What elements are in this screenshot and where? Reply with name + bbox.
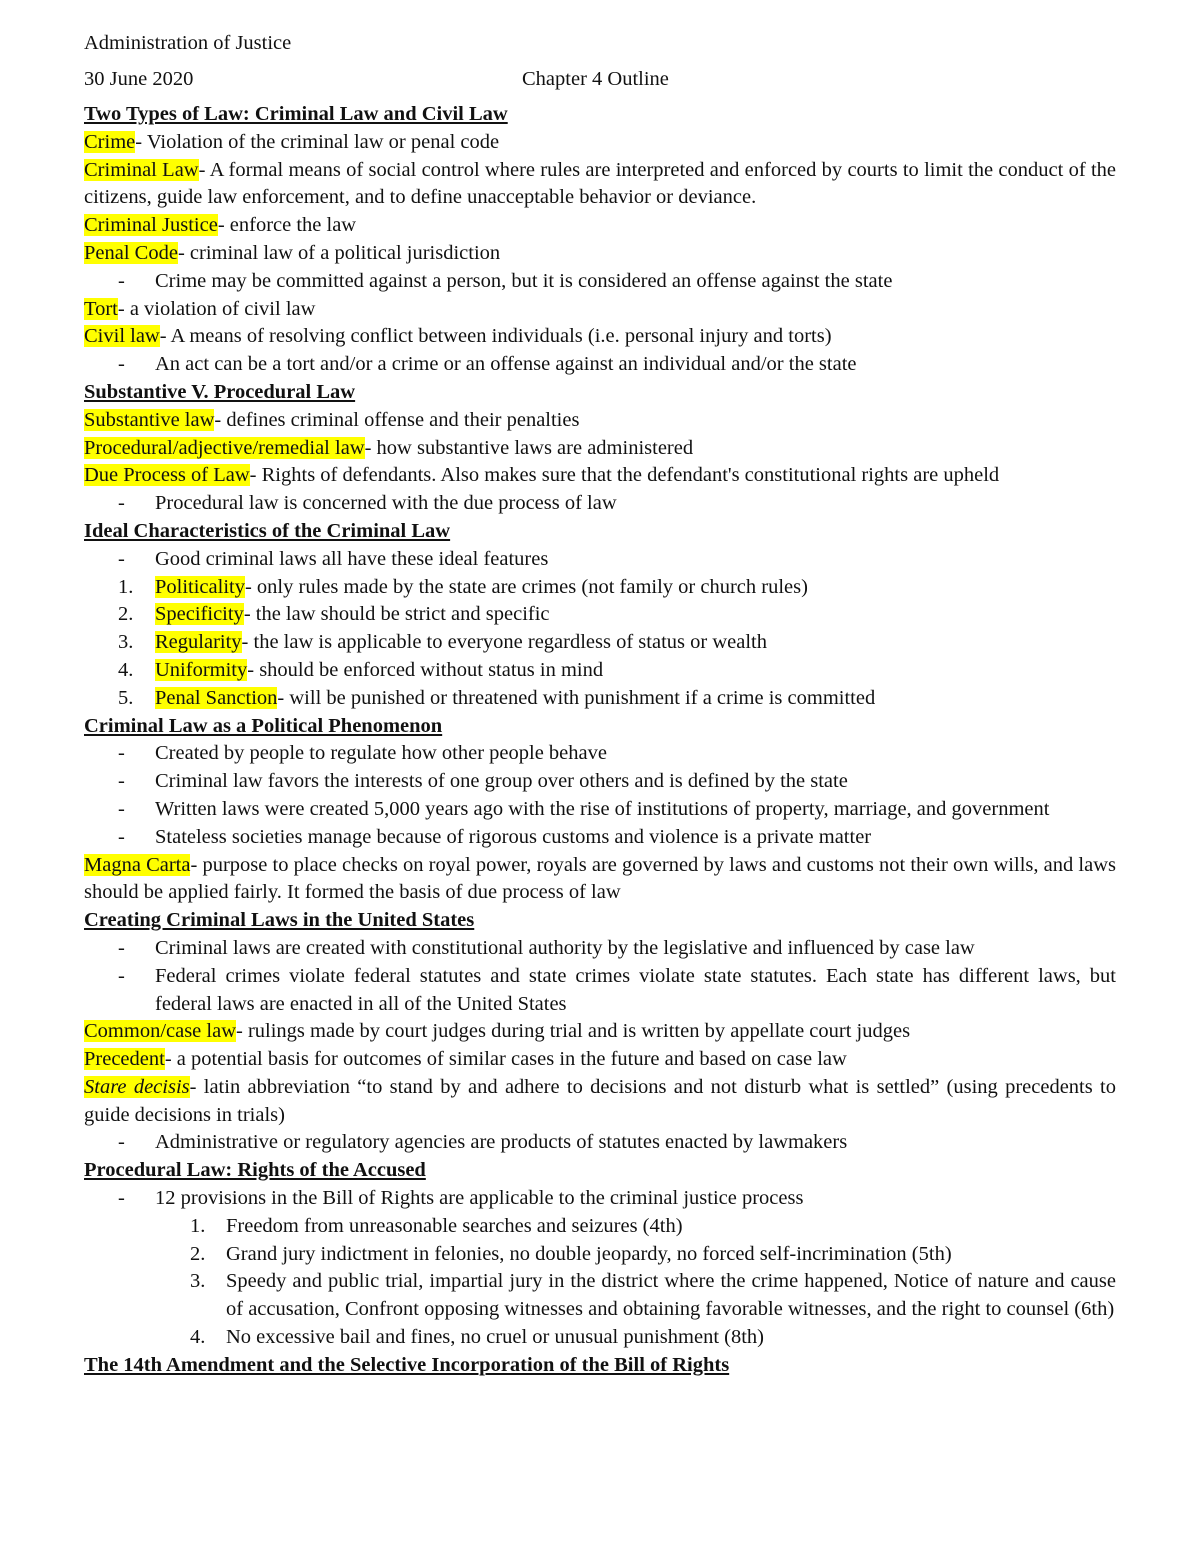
definition-substantive-law: [84, 407, 1116, 435]
section-heading: Criminal Law as a Political Phenomenon: [84, 714, 443, 737]
definition-precedent: [84, 1046, 1116, 1074]
course-title: Administration of Justice: [84, 32, 292, 54]
section-heading: The 14th Amendment and the Selective Incorporation of the Bill of Rights: [84, 1353, 730, 1376]
numbered-item: 1. Politicality- only rules made by the state are crimes (not family or church rules): [84, 574, 1116, 602]
bullet-marker: -: [118, 353, 125, 376]
term: Penal Code: [84, 241, 178, 264]
definition-magna-carta: [84, 852, 1116, 908]
item-number: 3.: [190, 1270, 206, 1293]
definition-due-process: [84, 462, 1116, 490]
definition: - purpose to place checks on royal power, royals are governed by laws and customs not their own wills, and laws should be applied fairly. It formed the basis of due process of law: [84, 853, 1116, 904]
numbered-item: 3. Speedy and public trial, impartial jury in the district where the crime happened, Notice of nature and cause of accusation, Confront opposing witnesses and obtaining favorable witnesses, and the right to counsel (6th): [190, 1270, 1116, 1321]
item-number: 2.: [118, 603, 134, 626]
definition-procedural-law: [84, 435, 1116, 463]
definition: - criminal law of a political jurisdiction: [177, 241, 501, 264]
term: Magna Carta: [84, 853, 191, 876]
term: Civil law: [84, 325, 160, 348]
bullet-marker: -: [118, 1131, 125, 1154]
list-item: - Good criminal laws all have these ideal features: [84, 546, 1116, 574]
numbered-item: 1. Freedom from unreasonable searches and seizures (4th): [84, 1213, 1116, 1241]
bullet-marker: -: [118, 547, 125, 570]
bullet-marker: -: [118, 964, 125, 987]
item-number: 3.: [118, 631, 134, 654]
item-number: 4.: [190, 1326, 206, 1349]
bullet-marker: -: [118, 1187, 125, 1210]
list-item: - 12 provisions in the Bill of Rights are applicable to the criminal justice process: [84, 1185, 1116, 1213]
definition: - a violation of civil law: [117, 297, 316, 320]
term: Regularity: [155, 631, 242, 654]
bullet-marker: -: [118, 742, 125, 765]
definition: - A formal means of social control where rules are interpreted and enforced by courts to limit the conduct of the citizens, guide law enforcement, and to define unacceptable behavior or deviance.: [84, 158, 1116, 209]
list-item: - Procedural law is concerned with the due process of law: [84, 490, 1116, 518]
list-item: - An act can be a tort and/or a crime or an offense against an individual and/or the state: [84, 351, 1116, 379]
list-item: - Stateless societies manage because of rigorous customs and violence is a private matter: [84, 824, 1116, 852]
bullet-marker: -: [118, 936, 125, 959]
numbered-item: 2. Specificity- the law should be strict and specific: [84, 601, 1116, 629]
definition: - how substantive laws are administered: [364, 436, 694, 459]
term: Common/case law: [84, 1020, 237, 1043]
list-item: - Crime may be committed against a person, but it is considered an offense against the state: [84, 268, 1116, 296]
date: 30 June 2020: [84, 67, 194, 90]
section-heading: Procedural Law: Rights of the Accused: [84, 1159, 426, 1182]
term: Politicality: [155, 575, 245, 598]
bullet-marker: -: [118, 269, 125, 292]
list-item: - Written laws were created 5,000 years ago with the rise of institutions of property, marriage, and government: [84, 796, 1116, 824]
bullet-marker: -: [118, 825, 125, 848]
term: Due Process of Law: [84, 464, 250, 487]
definition-tort: [84, 296, 1116, 324]
definition: - A means of resolving conflict between individuals (i.e. personal injury and torts): [159, 325, 832, 348]
item-number: 1.: [118, 575, 134, 598]
list-item: - Created by people to regulate how other people behave: [84, 740, 1116, 768]
term: Crime: [84, 130, 136, 153]
definition-criminal-justice: [84, 212, 1116, 240]
definition: - rulings made by court judges during trial and is written by appellate court judges: [236, 1020, 911, 1043]
definition-civil-law: [84, 323, 1116, 351]
term: Tort: [84, 297, 118, 320]
numbered-item: 4. No excessive bail and fines, no cruel or unusual punishment (8th): [84, 1324, 1116, 1352]
header-row: [84, 66, 1116, 102]
bullet-marker: -: [118, 492, 125, 515]
numbered-item: 2. Grand jury indictment in felonies, no double jeopardy, no forced self-incrimination (5th): [84, 1241, 1116, 1269]
definition: - enforce the law: [217, 214, 357, 237]
term: Stare decisis: [84, 1075, 190, 1098]
item-number: 2.: [190, 1242, 206, 1265]
term: Precedent: [84, 1048, 165, 1071]
definition: - latin abbreviation “to stand by and adhere to decisions and not disturb what is settled” (using precedents to guide decisions in trials): [84, 1075, 1116, 1126]
item-number: 4.: [118, 658, 134, 681]
term: Procedural/adjective/remedial law: [84, 436, 365, 459]
bullet-marker: -: [118, 797, 125, 820]
term: Specificity: [155, 603, 244, 626]
numbered-item: 5. Penal Sanction- will be punished or threatened with punishment if a crime is committed: [84, 685, 1116, 713]
document-page: [84, 30, 1116, 1380]
term: Substantive law: [84, 408, 215, 431]
term: Penal Sanction: [155, 686, 278, 709]
definition-penal-code: [84, 240, 1116, 268]
definition-criminal-law: [84, 157, 1116, 213]
definition: - Violation of the criminal law or penal code: [135, 130, 500, 153]
chapter-title: Chapter 4 Outline: [522, 67, 669, 90]
numbered-item: 4. Uniformity- should be enforced without status in mind: [84, 657, 1116, 685]
definition: - Rights of defendants. Also makes sure that the defendant's constitutional rights are upheld: [249, 464, 1000, 487]
term: Criminal Law: [84, 158, 199, 181]
section-heading: Ideal Characteristics of the Criminal Law: [84, 519, 451, 542]
term: Uniformity: [155, 658, 248, 681]
section-heading: Creating Criminal Laws in the United States: [84, 909, 475, 932]
list-item: - Federal crimes violate federal statutes and state crimes violate state statutes. Each state has different laws, but federal laws are enacted in all of the United States: [118, 964, 1116, 1015]
list-item: - Criminal law favors the interests of one group over others and is defined by the state: [84, 768, 1116, 796]
definition-crime: [84, 129, 1116, 157]
bullet-marker: -: [118, 770, 125, 793]
term: Criminal Justice: [84, 214, 218, 237]
numbered-item: 3. Regularity- the law is applicable to everyone regardless of status or wealth: [84, 629, 1116, 657]
item-number: 5.: [118, 686, 134, 709]
list-item: - Administrative or regulatory agencies are products of statutes enacted by lawmakers: [84, 1129, 1116, 1157]
definition: - defines criminal offense and their penalties: [214, 408, 580, 431]
list-item: - Criminal laws are created with constitutional authority by the legislative and influenced by case law: [84, 935, 1116, 963]
section-heading: Substantive V. Procedural Law: [84, 380, 356, 403]
section-heading: Two Types of Law: Criminal Law and Civil Law: [84, 103, 508, 125]
definition-stare-decisis: [84, 1074, 1116, 1130]
definition-common-law: [84, 1018, 1116, 1046]
item-number: 1.: [190, 1214, 206, 1237]
definition: - a potential basis for outcomes of similar cases in the future and based on case law: [164, 1048, 847, 1071]
